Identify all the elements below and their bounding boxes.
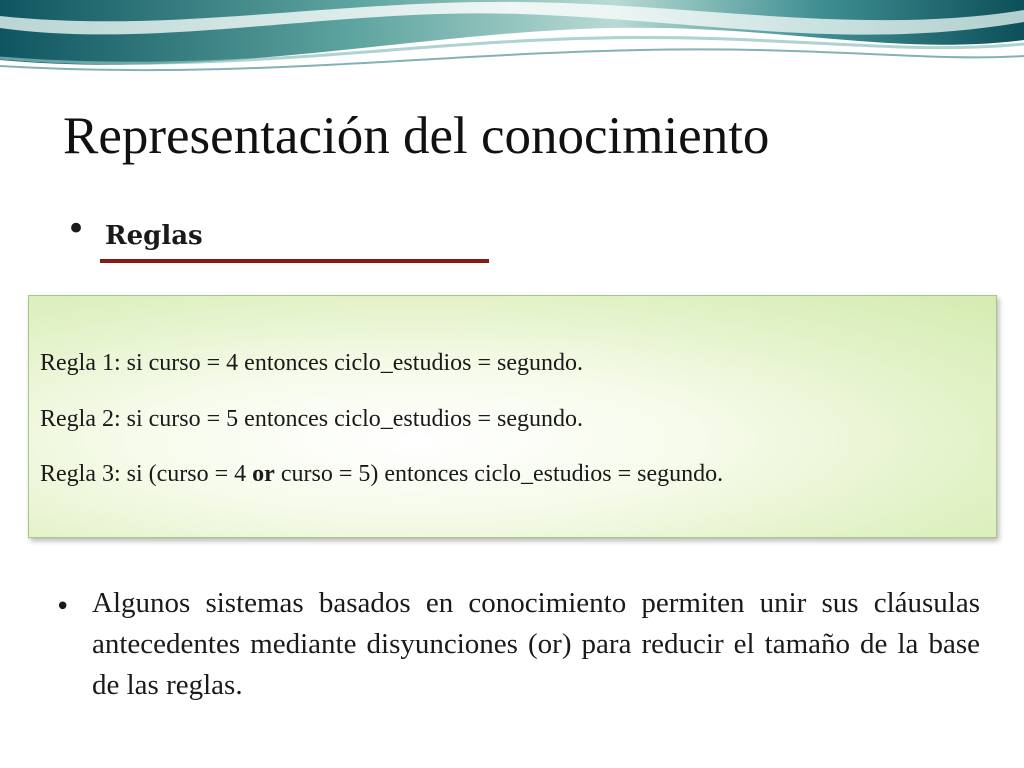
rule-3-text-start: Regla 3: si (curso = 4 [40, 461, 253, 487]
bullet-icon: • [55, 592, 71, 622]
rule-2: Regla 2: si curso = 5 entonces ciclo_estudios = segundo. [40, 406, 583, 432]
rule-3-text-end: curso = 5) entonces ciclo_estudios = segundo. [274, 461, 724, 487]
rule-3-or-keyword: or [252, 461, 275, 487]
rule-1: Regla 1: si curso = 4 entonces ciclo_estudios = segundo. [40, 350, 583, 376]
subheading-underline [100, 259, 489, 263]
note-paragraph: Algunos sistemas basados en conocimiento permiten unir sus cláusulas antecedentes mediante disyunciones (or) para reducir el tamaño de la base de las reglas. [92, 587, 980, 701]
rule-3 [40, 461, 723, 488]
slide-title: Representación del conocimiento [63, 107, 770, 165]
rules-box [28, 295, 997, 538]
header-wave-decoration [0, 0, 1024, 80]
subheading-reglas: Reglas [105, 221, 203, 251]
bullet-icon: • [66, 209, 87, 249]
